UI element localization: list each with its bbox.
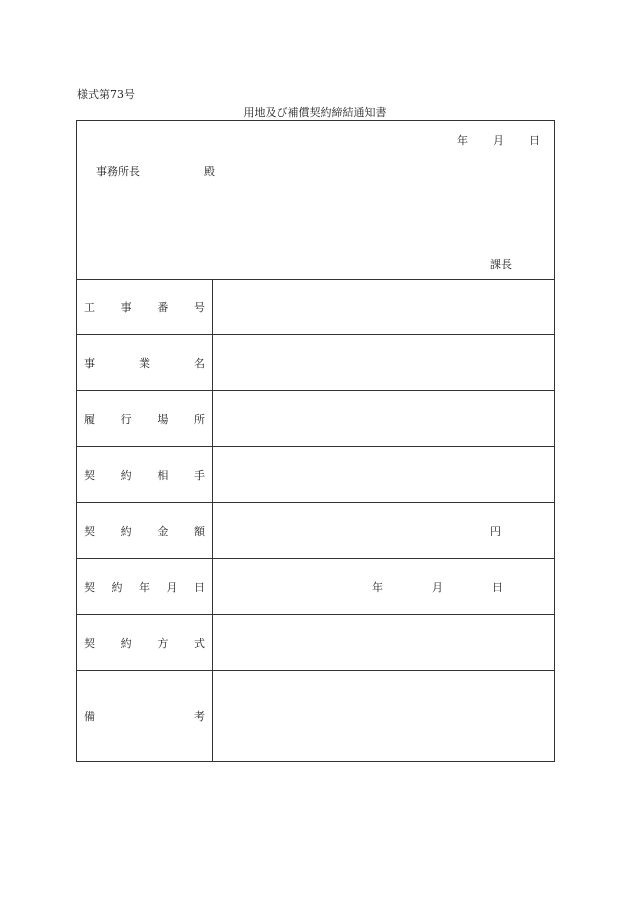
value-contract-date[interactable]: [213, 559, 554, 614]
label-char: 月: [166, 580, 178, 594]
label-char: 約: [120, 524, 132, 538]
row-counterparty: [77, 447, 554, 503]
label-char: 額: [193, 524, 205, 538]
label-char: 約: [120, 636, 132, 650]
label-char: 名: [194, 356, 205, 370]
yen-unit: 円: [490, 524, 501, 538]
label-contract-amount: [77, 503, 213, 558]
label-counterparty: [77, 447, 213, 502]
form-frame: [76, 120, 555, 762]
value-work-number[interactable]: [213, 279, 554, 334]
form-number: 様式第73号: [77, 88, 135, 101]
label-char: 年: [139, 580, 150, 594]
label-char: 契: [84, 524, 95, 538]
label-char: 事: [84, 356, 95, 370]
value-location[interactable]: [213, 391, 554, 446]
label-char: 場: [157, 412, 169, 426]
addressee: 事務所長: [96, 165, 140, 178]
date-month-unit: 月: [432, 580, 443, 594]
label-char: 式: [193, 636, 205, 650]
value-contract-method[interactable]: [213, 615, 554, 670]
row-project-name: [77, 335, 554, 391]
value-contract-amount[interactable]: [213, 503, 554, 558]
header-date-month: 月: [493, 134, 504, 147]
label-remarks: [77, 671, 213, 761]
label-char: 番: [157, 300, 169, 314]
row-remarks: [77, 671, 554, 761]
label-char: 備: [84, 710, 95, 723]
label-char: 工: [84, 300, 95, 314]
row-contract-amount: [77, 503, 554, 559]
label-char: 事: [120, 300, 132, 314]
label-work-number: [77, 279, 213, 334]
label-project-name: [77, 335, 213, 390]
value-counterparty[interactable]: [213, 447, 554, 502]
label-char: 金: [157, 524, 169, 538]
label-contract-date: [77, 559, 213, 614]
label-char: 方: [157, 636, 169, 650]
label-char: 約: [111, 580, 123, 594]
value-remarks[interactable]: [213, 671, 554, 761]
row-work-number: [77, 279, 554, 335]
row-contract-date: [77, 559, 554, 615]
label-char: 所: [193, 412, 205, 426]
label-char: 行: [120, 412, 132, 426]
date-year-unit: 年: [372, 580, 383, 594]
document-title: 用地及び補償契約締結通知書: [243, 106, 387, 119]
header-date-day: 日: [529, 134, 540, 147]
label-char: 履: [84, 412, 95, 426]
honorific: 殿: [204, 165, 215, 178]
section-chief: 課長: [490, 258, 512, 271]
label-char: 号: [193, 300, 205, 314]
label-char: 手: [193, 468, 205, 482]
label-char: 相: [157, 468, 169, 482]
header-area: [77, 121, 554, 280]
label-char: 日: [194, 580, 205, 594]
date-day-unit: 日: [492, 580, 503, 594]
value-project-name[interactable]: [213, 335, 554, 390]
label-location: [77, 391, 213, 446]
label-char: 業: [139, 356, 150, 370]
label-char: 考: [194, 710, 205, 723]
row-location: [77, 391, 554, 447]
label-char: 契: [84, 580, 95, 594]
label-char: 契: [84, 468, 95, 482]
label-char: 約: [120, 468, 132, 482]
label-contract-method: [77, 615, 213, 670]
row-contract-method: [77, 615, 554, 671]
label-char: 契: [84, 636, 95, 650]
header-date-year: 年: [457, 134, 468, 147]
